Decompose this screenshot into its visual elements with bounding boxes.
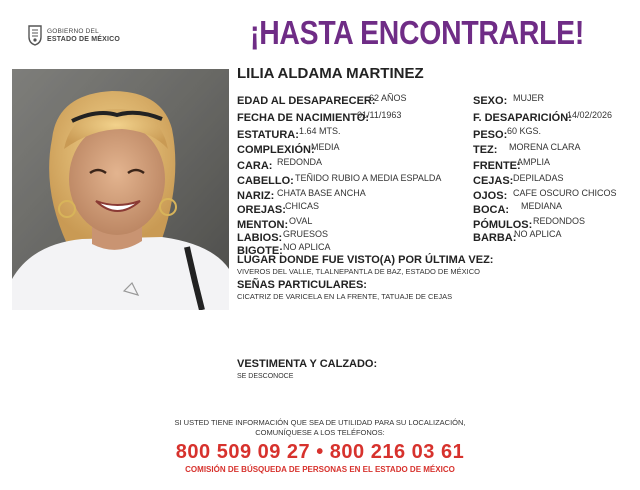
field-sex <box>473 91 507 109</box>
field-label: CEJAS: <box>473 175 514 187</box>
field-label: BIGOTE: <box>237 245 283 257</box>
footer-line-2: COMUNÍQUESE A LOS TELÉFONOS: <box>255 428 385 437</box>
field-birthdate-value: 01/11/1963 <box>357 110 402 120</box>
field-label: COMPLEXIÓN: <box>237 144 315 156</box>
field-label: CABELLO: <box>237 175 294 187</box>
field-label: ESTATURA: <box>237 129 299 141</box>
field-height-value: 1.64 MTS. <box>299 126 341 136</box>
field-cheekbones-value: REDONDOS <box>533 216 586 226</box>
clothing-value: SE DESCONOCE <box>237 373 294 380</box>
clothing-label: VESTIMENTA Y CALZADO: <box>237 358 378 370</box>
field-label: NARIZ: <box>237 190 275 202</box>
field-eyebrows-value: DEPILADAS <box>513 173 564 183</box>
government-logo <box>27 24 122 48</box>
field-eyes-value: CAFE OSCURO CHICOS <box>513 188 617 198</box>
field-birthdate <box>237 108 369 126</box>
commission-name: COMISIÓN DE BÚSQUEDA DE PERSONAS EN EL ESTADO DE MÉXICO <box>185 465 455 474</box>
field-age <box>237 91 376 109</box>
field-beard <box>473 228 516 246</box>
logo-line-1: GOBIERNO DEL <box>47 28 99 35</box>
field-label: CARA: <box>237 160 273 172</box>
field-label: EDAD AL DESAPARECER: <box>237 95 376 107</box>
phone-numbers: 800 509 09 27 • 800 216 03 61 <box>175 441 465 463</box>
field-label: OREJAS: <box>237 204 286 216</box>
headline: ¡HASTA ENCONTRARLE! <box>250 14 585 51</box>
field-label: F. DESAPARICIÓN: <box>473 112 572 124</box>
field-label: SEXO: <box>473 95 508 107</box>
field-label: BOCA: <box>473 204 510 216</box>
field-label: PÓMULOS: <box>473 219 533 231</box>
marks-value: CICATRIZ DE VARICELA EN LA FRENTE, TATUAJE DE CEJAS <box>237 292 453 301</box>
last-seen-label: LUGAR DONDE FUE VISTO(A) POR ÚLTIMA VEZ: <box>237 254 494 266</box>
field-weight-value: 60 KGS. <box>507 126 542 136</box>
field-build-value: MEDIA <box>311 142 340 152</box>
field-label: OJOS: <box>473 190 508 202</box>
field-complexion-value: MORENA CLARA <box>509 142 581 152</box>
field-forehead-value: AMPLIA <box>517 157 551 167</box>
marks-label: SEÑAS PARTICULARES: <box>237 279 367 291</box>
field-age-value: 62 AÑOS <box>369 93 407 103</box>
field-label: TEZ: <box>473 144 498 156</box>
last-seen-value: VIVEROS DEL VALLE, TLALNEPANTLA DE BAZ, ESTADO DE MÉXICO <box>237 267 480 276</box>
field-nose-value: CHATA BASE ANCHA <box>277 188 366 198</box>
field-hair-value: TEÑIDO RUBIO A MEDIA ESPALDA <box>295 173 442 183</box>
field-disappearance-date-value: 14/02/2026 <box>567 110 613 120</box>
field-chin-value: OVAL <box>289 216 313 226</box>
field-lips-value: GRUESOS <box>283 229 329 239</box>
field-ears-value: CHICAS <box>285 201 320 211</box>
field-mouth-value: MEDIANA <box>521 201 563 211</box>
field-sex-value: MUJER <box>513 93 544 103</box>
person-name: LILIA ALDAMA MARTINEZ <box>237 65 424 82</box>
field-label: FECHA DE NACIMIENTO: <box>237 112 369 124</box>
field-label: PESO: <box>473 129 508 141</box>
field-face-value: REDONDA <box>277 157 323 167</box>
logo-line-2: ESTADO DE MÉXICO <box>47 36 121 43</box>
field-label: MENTON: <box>237 219 289 231</box>
field-disappearance-date <box>473 108 572 126</box>
field-mustache-value: NO APLICA <box>283 242 331 252</box>
field-label: BARBA: <box>473 232 517 244</box>
field-label: FRENTE: <box>473 160 521 172</box>
person-photo <box>12 69 229 310</box>
footer-line-1: SI USTED TIENE INFORMACIÓN QUE SEA DE UTILIDAD PARA SU LOCALIZACIÓN, <box>174 418 466 427</box>
state-emblem-icon <box>27 24 43 46</box>
field-label: LABIOS: <box>237 232 283 244</box>
field-beard-value: NO APLICA <box>514 229 562 239</box>
